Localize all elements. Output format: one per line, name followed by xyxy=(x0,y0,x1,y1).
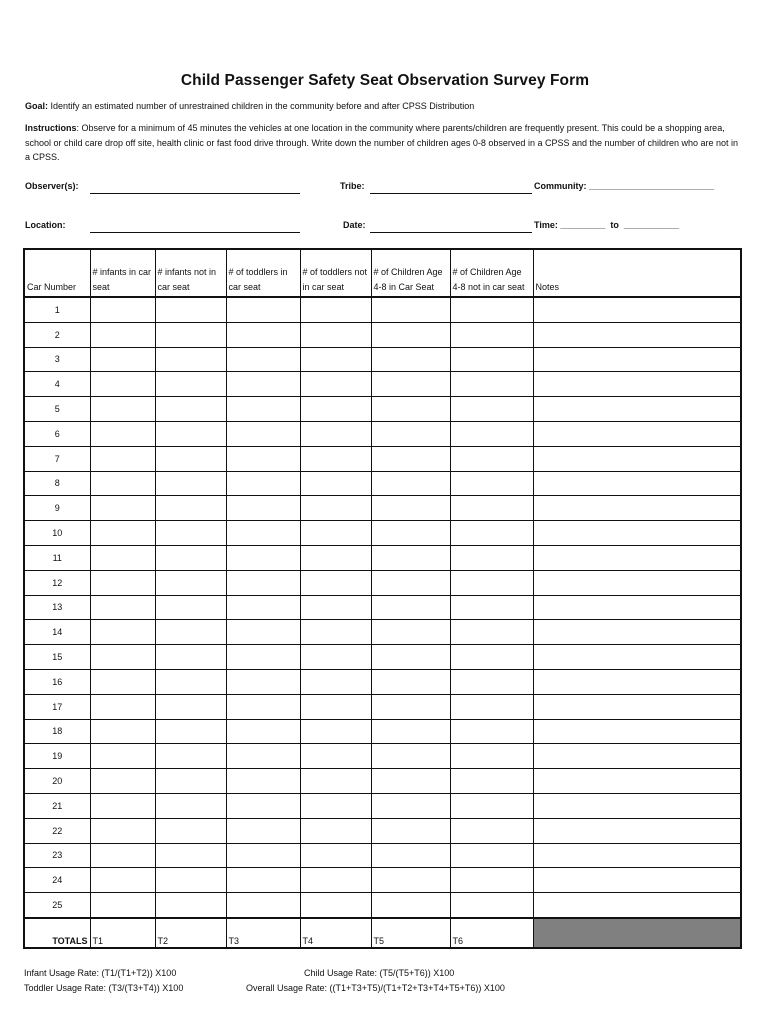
infants-in-cell[interactable] xyxy=(90,645,155,670)
children-in-cell[interactable] xyxy=(371,545,450,570)
infants-not-cell[interactable] xyxy=(155,545,226,570)
children-in-cell[interactable] xyxy=(371,868,450,893)
table-row xyxy=(24,570,741,595)
children-not-cell[interactable] xyxy=(450,421,533,446)
table-row xyxy=(24,322,741,347)
notes-cell[interactable] xyxy=(533,595,741,620)
infants-in-cell[interactable] xyxy=(90,669,155,694)
children-in-cell[interactable] xyxy=(371,397,450,422)
toddlers-not-cell[interactable] xyxy=(300,471,371,496)
children-not-cell[interactable] xyxy=(450,297,533,322)
children-not-cell[interactable] xyxy=(450,793,533,818)
children-not-cell[interactable] xyxy=(450,769,533,794)
toddlers-in-cell[interactable] xyxy=(226,669,300,694)
toddlers-not-cell[interactable] xyxy=(300,719,371,744)
instructions-text: : Observe for a minimum of 45 minutes the vehicles at one location in the community where parents/children are frequently present. This could be a shopping area, school or child care drop off site, health clinic or fast food drive through. Write down the number of children ages 0-8 observed in a CPSS and the number of children who are not in a CPSS. xyxy=(25,123,739,162)
car-number-cell: 1 xyxy=(24,297,90,322)
toddlers-not-cell[interactable] xyxy=(300,397,371,422)
table-row xyxy=(24,818,741,843)
table-row xyxy=(24,595,741,620)
infants-not-cell[interactable] xyxy=(155,719,226,744)
toddlers-not-cell[interactable] xyxy=(300,297,371,322)
toddlers-not-cell[interactable] xyxy=(300,421,371,446)
toddlers-in-cell[interactable] xyxy=(226,744,300,769)
toddlers-in-cell[interactable] xyxy=(226,347,300,372)
children-not-cell[interactable] xyxy=(450,818,533,843)
toddlers-in-cell[interactable] xyxy=(226,545,300,570)
infants-not-cell[interactable] xyxy=(155,521,226,546)
toddlers-not-cell[interactable] xyxy=(300,694,371,719)
infants-in-cell[interactable] xyxy=(90,347,155,372)
notes-cell[interactable] xyxy=(533,893,741,918)
infants-not-cell[interactable] xyxy=(155,744,226,769)
infants-not-cell[interactable] xyxy=(155,570,226,595)
infants-not-cell[interactable] xyxy=(155,496,226,521)
children-in-cell[interactable] xyxy=(371,347,450,372)
children-not-cell[interactable] xyxy=(450,521,533,546)
infants-not-cell[interactable] xyxy=(155,893,226,918)
children-in-cell[interactable] xyxy=(371,669,450,694)
car-number-cell: 17 xyxy=(24,694,90,719)
car-number-cell: 20 xyxy=(24,769,90,794)
instructions-label: Instructions xyxy=(25,123,77,133)
table-row xyxy=(24,397,741,422)
infants-not-cell[interactable] xyxy=(155,372,226,397)
car-number-cell: 19 xyxy=(24,744,90,769)
table-row xyxy=(24,471,741,496)
notes-cell[interactable] xyxy=(533,769,741,794)
toddlers-not-cell[interactable] xyxy=(300,570,371,595)
table-row xyxy=(24,620,741,645)
children-in-cell[interactable] xyxy=(371,446,450,471)
toddlers-in-cell[interactable] xyxy=(226,595,300,620)
car-number-cell: 18 xyxy=(24,719,90,744)
toddlers-not-cell[interactable] xyxy=(300,769,371,794)
time-label: Time: xyxy=(534,220,558,230)
infants-in-cell[interactable] xyxy=(90,818,155,843)
infants-not-cell[interactable] xyxy=(155,347,226,372)
observers-label: Observer(s): xyxy=(25,181,79,191)
infants-in-cell[interactable] xyxy=(90,496,155,521)
toddlers-not-cell[interactable] xyxy=(300,868,371,893)
table-row xyxy=(24,769,741,794)
toddlers-in-cell[interactable] xyxy=(226,397,300,422)
infants-not-cell[interactable] xyxy=(155,793,226,818)
toddlers-in-cell[interactable] xyxy=(226,421,300,446)
car-number-cell: 24 xyxy=(24,868,90,893)
infants-in-cell[interactable] xyxy=(90,397,155,422)
car-number-cell: 10 xyxy=(24,521,90,546)
notes-cell[interactable] xyxy=(533,397,741,422)
table-row xyxy=(24,694,741,719)
children-not-cell[interactable] xyxy=(450,496,533,521)
notes-cell[interactable] xyxy=(533,421,741,446)
table-row xyxy=(24,545,741,570)
car-number-cell: 15 xyxy=(24,645,90,670)
infants-not-cell[interactable] xyxy=(155,620,226,645)
car-number-cell: 14 xyxy=(24,620,90,645)
notes-cell[interactable] xyxy=(533,818,741,843)
table-row xyxy=(24,719,741,744)
children-not-cell[interactable] xyxy=(450,843,533,868)
table-row xyxy=(24,446,741,471)
infants-in-cell[interactable] xyxy=(90,793,155,818)
time-field[interactable]: Time: _________ to ___________ xyxy=(534,220,679,230)
total-cell[interactable]: T1 xyxy=(90,918,155,948)
children-in-cell[interactable] xyxy=(371,843,450,868)
notes-cell[interactable] xyxy=(533,719,741,744)
children-not-cell[interactable] xyxy=(450,744,533,769)
car-number-cell: 23 xyxy=(24,843,90,868)
goal-text: Identify an estimated number of unrestrained children in the community before and after CPSS Distribution xyxy=(48,101,475,111)
toddlers-in-cell[interactable] xyxy=(226,694,300,719)
infants-in-cell[interactable] xyxy=(90,446,155,471)
toddlers-not-cell[interactable] xyxy=(300,744,371,769)
goal-statement xyxy=(25,101,474,111)
infants-not-cell[interactable] xyxy=(155,818,226,843)
notes-cell[interactable] xyxy=(533,744,741,769)
children-in-cell[interactable] xyxy=(371,620,450,645)
community-label: Community: xyxy=(534,181,587,191)
children-not-cell[interactable] xyxy=(450,545,533,570)
notes-cell[interactable] xyxy=(533,868,741,893)
toddlers-in-cell[interactable] xyxy=(226,446,300,471)
children-in-cell[interactable] xyxy=(371,595,450,620)
car-number-cell: 6 xyxy=(24,421,90,446)
overall-usage-rate: Overall Usage Rate: ((T1+T3+T5)/(T1+T2+T3+T4+T5+T6)) X100 xyxy=(246,983,505,993)
children-not-cell[interactable] xyxy=(450,868,533,893)
totals-row xyxy=(24,918,741,948)
infants-not-cell[interactable] xyxy=(155,694,226,719)
infants-not-cell[interactable] xyxy=(155,843,226,868)
children-in-cell[interactable] xyxy=(371,694,450,719)
infants-not-cell[interactable] xyxy=(155,595,226,620)
infants-in-cell[interactable] xyxy=(90,421,155,446)
toddlers-not-cell[interactable] xyxy=(300,793,371,818)
header-infants-not: # infants not in car seat xyxy=(155,249,226,297)
children-not-cell[interactable] xyxy=(450,694,533,719)
total-cell[interactable]: T6 xyxy=(450,918,533,948)
children-in-cell[interactable] xyxy=(371,570,450,595)
children-not-cell[interactable] xyxy=(450,347,533,372)
children-in-cell[interactable] xyxy=(371,297,450,322)
table-row xyxy=(24,347,741,372)
infants-in-cell[interactable] xyxy=(90,843,155,868)
instructions xyxy=(25,121,740,165)
infants-not-cell[interactable] xyxy=(155,421,226,446)
notes-cell[interactable] xyxy=(533,322,741,347)
children-in-cell[interactable] xyxy=(371,769,450,794)
date-label: Date: xyxy=(343,220,366,230)
infants-not-cell[interactable] xyxy=(155,868,226,893)
infants-in-cell[interactable] xyxy=(90,570,155,595)
infants-in-cell[interactable] xyxy=(90,868,155,893)
notes-cell[interactable] xyxy=(533,545,741,570)
total-cell[interactable]: T3 xyxy=(226,918,300,948)
children-not-cell[interactable] xyxy=(450,372,533,397)
toddlers-in-cell[interactable] xyxy=(226,471,300,496)
toddler-usage-rate: Toddler Usage Rate: (T3/(T3+T4)) X100 xyxy=(24,983,184,993)
infants-in-cell[interactable] xyxy=(90,471,155,496)
car-number-cell: 25 xyxy=(24,893,90,918)
car-number-cell: 9 xyxy=(24,496,90,521)
table-header-row xyxy=(24,249,741,297)
notes-cell[interactable] xyxy=(533,521,741,546)
toddlers-in-cell[interactable] xyxy=(226,818,300,843)
car-number-cell: 12 xyxy=(24,570,90,595)
infants-in-cell[interactable] xyxy=(90,297,155,322)
toddlers-in-cell[interactable] xyxy=(226,893,300,918)
table-row xyxy=(24,521,741,546)
infants-in-cell[interactable] xyxy=(90,545,155,570)
car-number-cell: 11 xyxy=(24,545,90,570)
notes-cell[interactable] xyxy=(533,793,741,818)
notes-cell[interactable] xyxy=(533,669,741,694)
notes-cell[interactable] xyxy=(533,570,741,595)
table-row xyxy=(24,793,741,818)
observation-table xyxy=(23,248,742,949)
infants-in-cell[interactable] xyxy=(90,620,155,645)
total-cell[interactable]: T2 xyxy=(155,918,226,948)
toddlers-in-cell[interactable] xyxy=(226,297,300,322)
toddlers-not-cell[interactable] xyxy=(300,818,371,843)
header-children-not: # of Children Age 4-8 not in car seat xyxy=(450,249,533,297)
children-not-cell[interactable] xyxy=(450,397,533,422)
notes-cell[interactable] xyxy=(533,496,741,521)
children-in-cell[interactable] xyxy=(371,645,450,670)
car-number-cell: 5 xyxy=(24,397,90,422)
toddlers-in-cell[interactable] xyxy=(226,793,300,818)
table-row xyxy=(24,893,741,918)
toddlers-not-cell[interactable] xyxy=(300,521,371,546)
table-row xyxy=(24,297,741,322)
infants-in-cell[interactable] xyxy=(90,322,155,347)
children-not-cell[interactable] xyxy=(450,570,533,595)
toddlers-in-cell[interactable] xyxy=(226,769,300,794)
toddlers-not-cell[interactable] xyxy=(300,595,371,620)
child-usage-rate: Child Usage Rate: (T5/(T5+T6)) X100 xyxy=(304,968,455,978)
children-in-cell[interactable] xyxy=(371,496,450,521)
toddlers-in-cell[interactable] xyxy=(226,620,300,645)
toddlers-in-cell[interactable] xyxy=(226,322,300,347)
car-number-cell: 13 xyxy=(24,595,90,620)
infants-in-cell[interactable] xyxy=(90,769,155,794)
date-field[interactable] xyxy=(370,232,532,233)
toddlers-not-cell[interactable] xyxy=(300,372,371,397)
table-row xyxy=(24,372,741,397)
car-number-cell: 4 xyxy=(24,372,90,397)
notes-cell[interactable] xyxy=(533,347,741,372)
toddlers-in-cell[interactable] xyxy=(226,645,300,670)
toddlers-not-cell[interactable] xyxy=(300,347,371,372)
car-number-cell: 8 xyxy=(24,471,90,496)
car-number-cell: 16 xyxy=(24,669,90,694)
infants-in-cell[interactable] xyxy=(90,893,155,918)
infants-in-cell[interactable] xyxy=(90,744,155,769)
notes-cell[interactable] xyxy=(533,620,741,645)
children-in-cell[interactable] xyxy=(371,471,450,496)
children-not-cell[interactable] xyxy=(450,595,533,620)
infants-not-cell[interactable] xyxy=(155,471,226,496)
header-car-number: Car Number xyxy=(24,249,90,297)
notes-cell[interactable] xyxy=(533,645,741,670)
toddlers-in-cell[interactable] xyxy=(226,719,300,744)
infants-not-cell[interactable] xyxy=(155,645,226,670)
children-not-cell[interactable] xyxy=(450,645,533,670)
infants-not-cell[interactable] xyxy=(155,669,226,694)
children-in-cell[interactable] xyxy=(371,893,450,918)
car-number-cell: 2 xyxy=(24,322,90,347)
children-in-cell[interactable] xyxy=(371,818,450,843)
toddlers-in-cell[interactable] xyxy=(226,521,300,546)
car-number-cell: 21 xyxy=(24,793,90,818)
infants-in-cell[interactable] xyxy=(90,372,155,397)
children-not-cell[interactable] xyxy=(450,471,533,496)
toddlers-not-cell[interactable] xyxy=(300,446,371,471)
goal-label: Goal: xyxy=(25,101,49,111)
infants-not-cell[interactable] xyxy=(155,322,226,347)
notes-cell[interactable] xyxy=(533,694,741,719)
children-in-cell[interactable] xyxy=(371,372,450,397)
total-cell[interactable]: T4 xyxy=(300,918,371,948)
children-in-cell[interactable] xyxy=(371,421,450,446)
table-row xyxy=(24,669,741,694)
toddlers-not-cell[interactable] xyxy=(300,843,371,868)
header-infants-in: # infants in car seat xyxy=(90,249,155,297)
tribe-label: Tribe: xyxy=(340,181,365,191)
location-field[interactable] xyxy=(90,232,300,233)
notes-cell[interactable] xyxy=(533,446,741,471)
table-row xyxy=(24,744,741,769)
toddlers-in-cell[interactable] xyxy=(226,496,300,521)
header-children-in: # of Children Age 4-8 in Car Seat xyxy=(371,249,450,297)
toddlers-not-cell[interactable] xyxy=(300,893,371,918)
infants-in-cell[interactable] xyxy=(90,719,155,744)
toddlers-not-cell[interactable] xyxy=(300,669,371,694)
totals-shaded-cell xyxy=(533,918,741,948)
children-in-cell[interactable] xyxy=(371,322,450,347)
tribe-field[interactable] xyxy=(370,193,532,194)
toddlers-not-cell[interactable] xyxy=(300,620,371,645)
toddlers-in-cell[interactable] xyxy=(226,372,300,397)
infants-in-cell[interactable] xyxy=(90,521,155,546)
toddlers-not-cell[interactable] xyxy=(300,545,371,570)
toddlers-not-cell[interactable] xyxy=(300,322,371,347)
children-in-cell[interactable] xyxy=(371,719,450,744)
location-label: Location: xyxy=(25,220,66,230)
table-row xyxy=(24,421,741,446)
toddlers-in-cell[interactable] xyxy=(226,868,300,893)
table-row xyxy=(24,868,741,893)
total-cell[interactable]: T5 xyxy=(371,918,450,948)
children-not-cell[interactable] xyxy=(450,669,533,694)
car-number-cell: 22 xyxy=(24,818,90,843)
infants-not-cell[interactable] xyxy=(155,769,226,794)
toddlers-in-cell[interactable] xyxy=(226,570,300,595)
children-in-cell[interactable] xyxy=(371,521,450,546)
children-in-cell[interactable] xyxy=(371,793,450,818)
children-not-cell[interactable] xyxy=(450,322,533,347)
children-not-cell[interactable] xyxy=(450,719,533,744)
table-row xyxy=(24,645,741,670)
children-not-cell[interactable] xyxy=(450,446,533,471)
notes-cell[interactable] xyxy=(533,372,741,397)
children-not-cell[interactable] xyxy=(450,893,533,918)
totals-label: TOTALS xyxy=(24,918,90,948)
table-row xyxy=(24,496,741,521)
infant-usage-rate: Infant Usage Rate: (T1/(T1+T2)) X100 xyxy=(24,968,177,978)
header-toddlers-not: # of toddlers not in car seat xyxy=(300,249,371,297)
infants-not-cell[interactable] xyxy=(155,297,226,322)
children-in-cell[interactable] xyxy=(371,744,450,769)
toddlers-not-cell[interactable] xyxy=(300,496,371,521)
header-notes: Notes xyxy=(533,249,741,297)
community-field[interactable]: Community: _________________________ xyxy=(534,181,715,191)
children-not-cell[interactable] xyxy=(450,620,533,645)
header-toddlers-in: # of toddlers in car seat xyxy=(226,249,300,297)
notes-cell[interactable] xyxy=(533,297,741,322)
toddlers-in-cell[interactable] xyxy=(226,843,300,868)
infants-not-cell[interactable] xyxy=(155,397,226,422)
notes-cell[interactable] xyxy=(533,471,741,496)
infants-in-cell[interactable] xyxy=(90,595,155,620)
infants-in-cell[interactable] xyxy=(90,694,155,719)
notes-cell[interactable] xyxy=(533,843,741,868)
form-title: Child Passenger Safety Seat Observation Survey Form xyxy=(180,72,590,89)
car-number-cell: 3 xyxy=(24,347,90,372)
table-row xyxy=(24,843,741,868)
car-number-cell: 7 xyxy=(24,446,90,471)
toddlers-not-cell[interactable] xyxy=(300,645,371,670)
infants-not-cell[interactable] xyxy=(155,446,226,471)
observers-field[interactable] xyxy=(90,193,300,194)
